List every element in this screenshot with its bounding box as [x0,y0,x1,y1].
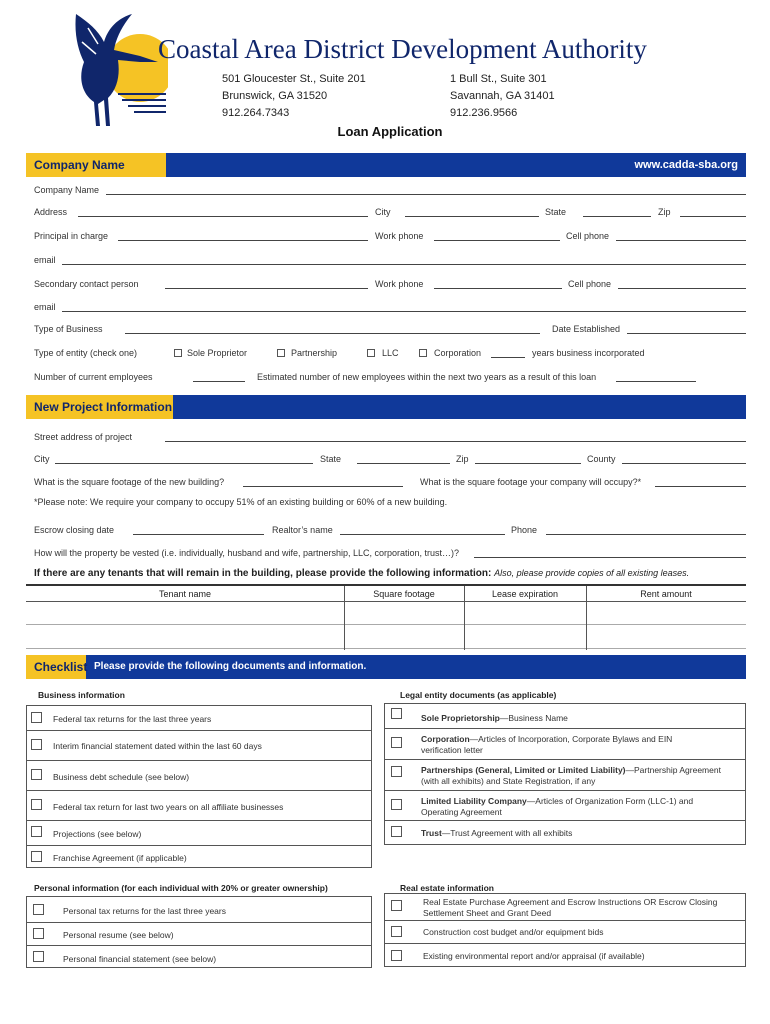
business-checkbox-3[interactable] [31,769,42,780]
secondary-work-phone-label: Work phone [375,279,424,289]
personal-item-3: Personal financial statement (see below) [63,954,217,964]
business-item-4: Federal tax return for last two years on all affiliate businesses [53,802,284,812]
personal-row-3 [26,945,372,968]
form-title: Loan Application [337,124,443,139]
project-phone-label: Phone [511,525,538,535]
personal-item-2: Personal resume (see below) [63,930,174,940]
zip-field[interactable] [680,216,746,217]
company-section-bar [26,153,746,177]
legal-entity-header: Legal entity documents (as applicable) [400,690,557,700]
project-city-field[interactable] [55,463,313,464]
secondary-email-field[interactable] [62,311,746,312]
checklist-tab: Checklist [26,655,86,679]
company-name-field[interactable] [106,194,746,195]
realestate-item-3: Existing environmental report and/or appraisal (if available) [423,951,645,961]
project-state-field[interactable] [357,463,450,464]
org-name: Coastal Area District Development Authority [158,34,647,64]
checklist-subtitle: Please provide the following documents and information. [94,661,367,672]
sqft-occupy-label: What is the square footage your company will occupy?* [420,477,642,487]
state-field[interactable] [583,216,651,217]
sqft-occupy-field[interactable] [655,486,746,487]
tenants-instruction-italic: Also, please provide copies of all existing leases. [494,568,690,578]
realestate-item-2: Construction cost budget and/or equipment bids [423,927,604,937]
years-incorporated-field[interactable] [491,357,525,358]
office-2-street: 1 Bull St., Suite 301 [450,73,547,85]
personal-info-header: Personal information (for each individual with 20% or greater ownership) [34,883,328,893]
escrow-field[interactable] [133,534,264,535]
business-row-1 [26,705,372,730]
work-phone-label: Work phone [375,231,424,241]
legal-checkbox-4[interactable] [391,799,402,810]
office-2-city: Savannah, GA 31401 [450,90,555,102]
partnership-checkbox[interactable] [277,349,285,357]
office-2 [450,71,555,122]
legal-checkbox-5[interactable] [391,826,402,837]
city-label: City [375,207,391,217]
address-field[interactable] [78,216,368,217]
company-section-title: Company Name [26,153,166,177]
legal-row-4 [384,790,746,820]
sqft-new-field[interactable] [243,486,403,487]
num-employees-label: Number of current employees [34,372,153,382]
cell-phone-label: Cell phone [566,231,610,241]
legal-item-3 [421,765,721,787]
secondary-contact-label: Secondary contact person [34,279,139,289]
legal-item-1 [421,713,568,723]
legal-item-2-rest: —Articles of Incorporation, Corporate Bylaws and EIN verification letter [421,734,673,755]
legal-item-5 [421,828,572,838]
office-1-street: 501 Gloucester St., Suite 201 [222,73,366,85]
business-row-3 [26,760,372,790]
office-1-phone: 912.264.7343 [222,107,290,119]
personal-checkbox-3[interactable] [33,951,44,962]
legal-item-4-bold: Limited Liability Company [421,796,527,806]
project-zip-label: Zip [456,454,469,464]
legal-checkbox-3[interactable] [391,766,402,777]
tenants-table [26,584,746,650]
legal-row-1 [384,703,746,728]
address-label: Address [34,207,68,217]
legal-row-3 [384,759,746,790]
legal-item-4-rest: —Articles of Organization Form (LLC-1) and Operating Agreement [421,796,694,817]
business-info-header: Business information [38,690,125,700]
project-state-label: State [320,454,342,464]
personal-row-2 [26,922,372,945]
secondary-cell-phone-field[interactable] [618,288,746,289]
project-section-title: New Project Information [26,395,173,419]
entity-type-label: Type of entity (check one) [34,348,138,358]
num-employees-field[interactable] [193,381,245,382]
project-city-label: City [34,454,50,464]
legal-item-3-rest: —Partnership Agreement (with all exhibits) and State Registration, if any [421,765,721,786]
legal-row-2 [384,728,746,759]
date-established-field[interactable] [627,333,746,334]
checklist-bar [26,655,746,679]
col-square-footage: Square footage [373,589,435,599]
business-item-6: Franchise Agreement (if applicable) [53,853,187,863]
est-employees-label: Estimated number of new employees within the next two years as a result of this loan [257,372,597,382]
realestate-row-2 [384,920,746,943]
business-checkbox-6[interactable] [31,851,42,862]
vested-field[interactable] [474,557,746,558]
business-checkbox-2[interactable] [31,739,42,750]
sole-proprietor-label: Sole Proprietor [187,348,248,358]
type-business-field[interactable] [125,333,540,334]
office-1-city: Brunswick, GA 31520 [222,90,328,102]
realestate-row-1 [384,893,746,920]
secondary-work-phone-field[interactable] [434,288,562,289]
business-checkbox-1[interactable] [31,712,42,723]
zip-label: Zip [658,207,671,217]
col-rent-amount: Rent amount [640,589,692,599]
email-label: email [34,255,56,265]
principal-label: Principal in charge [34,231,109,241]
county-label: County [587,454,616,464]
type-business-label: Type of Business [34,324,103,334]
llc-checkbox[interactable] [367,349,375,357]
realtor-field[interactable] [340,534,505,535]
work-phone-field[interactable] [434,240,560,241]
personal-checkbox-1[interactable] [33,904,44,915]
occupancy-note: *Please note: We require your company to occupy 51% of an existing building or 60% of a new building. [34,497,448,507]
cell-phone-field[interactable] [616,240,746,241]
business-row-5 [26,820,372,845]
project-phone-field[interactable] [546,534,746,535]
sole-proprietor-checkbox[interactable] [174,349,182,357]
email-field[interactable] [62,264,746,265]
business-row-2 [26,730,372,760]
legal-checkbox-1[interactable] [391,708,402,719]
legal-item-3-bold: Partnerships (General, Limited or Limited Liability) [421,765,626,775]
realtor-label: Realtor’s name [272,525,333,535]
llc-label: LLC [382,348,399,358]
legal-item-1-rest: —Business Name [499,713,568,723]
realestate-row-3 [384,943,746,967]
personal-row-1 [26,896,372,922]
business-row-6 [26,845,372,868]
secondary-cell-phone-label: Cell phone [568,279,612,289]
principal-field[interactable] [118,240,368,241]
legal-item-5-bold: Trust [421,828,442,838]
state-label: State [545,207,567,217]
date-established-label: Date Established [552,324,621,334]
legal-item-1-bold: Sole Proprietorship [421,713,500,723]
personal-item-1: Personal tax returns for the last three years [63,906,226,916]
legal-checkbox-2[interactable] [391,737,402,748]
secondary-email-label: email [34,302,56,312]
business-item-2: Interim financial statement dated within the last 60 days [53,741,262,751]
secondary-contact-field[interactable] [165,288,368,289]
website-link[interactable]: www.cadda-sba.org [634,159,738,171]
legal-item-2 [421,734,701,756]
realestate-item-1: Real Estate Purchase Agreement and Escrow Instructions OR Escrow Closing Settlement Sheet and Grant Deed [423,897,718,918]
legal-item-4 [421,796,731,818]
corporation-checkbox[interactable] [419,349,427,357]
business-item-1: Federal tax returns for the last three years [53,714,212,724]
corporation-label: Corporation [434,348,482,358]
business-checkbox-4[interactable] [31,799,42,810]
office-2-phone: 912.236.9566 [450,107,518,119]
project-street-field[interactable] [165,441,746,442]
col-lease-expiration: Lease expiration [491,589,559,599]
business-item-3: Business debt schedule (see below) [53,772,190,782]
heron-logo [48,8,168,130]
real-estate-header: Real estate information [400,883,494,893]
tenants-instruction-bold: If there are any tenants that will remain in the building, please provide the following information: [34,568,492,579]
project-section-bar [26,395,746,419]
col-tenant-name: Tenant name [158,589,212,599]
vested-label: How will the property be vested (i.e. individually, husband and wife, partnership, LLC, corporation, trust…)? [34,548,460,558]
project-street-label: Street address of project [34,432,133,442]
partnership-label: Partnership [291,348,338,358]
years-incorporated-label: years business incorporated [532,348,645,358]
business-row-4 [26,790,372,820]
realestate-checkbox-1[interactable] [391,900,402,911]
est-employees-field[interactable] [616,381,696,382]
city-field[interactable] [405,216,539,217]
sqft-new-label: What is the square footage of the new building? [34,477,225,487]
company-name-label: Company Name [34,185,100,195]
escrow-label: Escrow closing date [34,525,115,535]
county-field[interactable] [622,463,746,464]
realestate-checkbox-2[interactable] [391,926,402,937]
tenants-instruction [34,568,689,579]
legal-item-5-rest: —Trust Agreement with all exhibits [441,828,573,838]
legal-item-2-bold: Corporation [421,734,470,744]
personal-checkbox-2[interactable] [33,928,44,939]
business-checkbox-5[interactable] [31,826,42,837]
business-item-5: Projections (see below) [53,829,142,839]
legal-row-5 [384,820,746,845]
realestate-checkbox-3[interactable] [391,950,402,961]
office-1 [222,71,366,122]
project-zip-field[interactable] [475,463,581,464]
